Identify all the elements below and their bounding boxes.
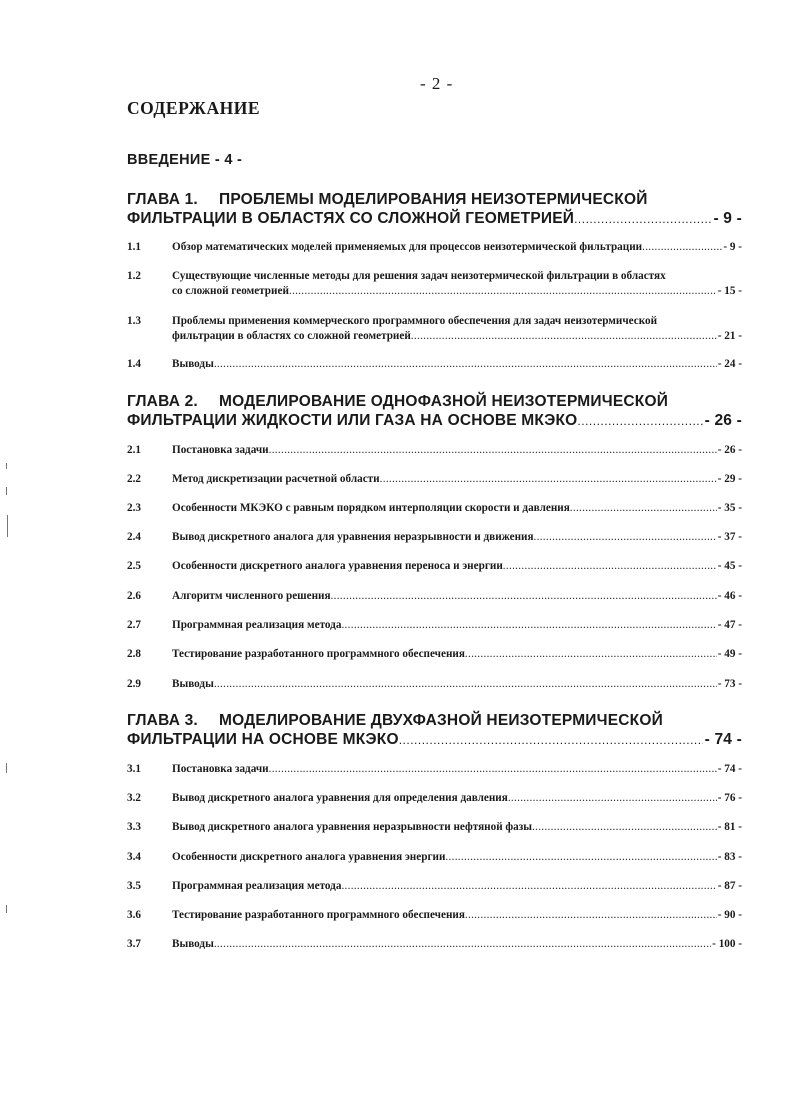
section-number: 2.2: [127, 473, 141, 485]
contents-title: СОДЕРЖАНИЕ: [127, 98, 261, 118]
chapter-title-line1: МОДЕЛИРОВАНИЕ ДВУХФАЗНОЙ НЕИЗОТЕРМИЧЕСКОЙ: [219, 712, 663, 729]
section-title: со сложной геометрией: [172, 285, 289, 297]
scan-mark: [7, 515, 8, 537]
section-title: Тестирование разработанного программного обеспечения: [172, 648, 465, 660]
dot-leader: [269, 762, 717, 777]
section-title: Вывод дискретного аналога уравнения неразрывности нефтяной фазы: [172, 821, 532, 833]
page-number: - 2 -: [420, 74, 454, 93]
section-number: 2.5: [127, 560, 141, 572]
section-title: Программная реализация метода: [172, 880, 342, 892]
toc-section-2-2: [127, 472, 742, 487]
chapter-number: ГЛАВА 2.: [127, 393, 198, 410]
dot-leader: [214, 937, 711, 952]
dot-leader: [642, 240, 722, 255]
section-title: Вывод дискретного аналога уравнения для определения давления: [172, 792, 508, 804]
section-page: - 35 -: [717, 502, 742, 514]
section-number: 2.4: [127, 531, 141, 543]
toc-section-1-4: [127, 357, 742, 372]
section-number: 1.2: [127, 270, 141, 282]
section-number: 2.9: [127, 678, 141, 690]
dot-leader: [574, 210, 711, 229]
section-number: 3.6: [127, 909, 141, 921]
dot-leader: [341, 879, 716, 894]
toc-section-3-5: [127, 879, 742, 894]
scan-mark: [6, 463, 7, 469]
dot-leader: [214, 357, 717, 372]
section-number: 3.4: [127, 851, 141, 863]
section-title: Выводы: [172, 678, 214, 690]
chapter-title-line2: ФИЛЬТРАЦИИ НА ОСНОВЕ МКЭКО: [127, 731, 399, 748]
dot-leader: [465, 647, 717, 662]
section-title: Обзор математических моделей применяемых для процессов неизотермической фильтрации: [172, 241, 643, 253]
toc-section-2-3: [127, 501, 742, 516]
dot-leader: [508, 791, 717, 806]
toc-section-3-6: [127, 908, 742, 923]
section-title: Вывод дискретного аналога для уравнения неразрывности и движения: [172, 531, 534, 543]
toc-section-3-4: [127, 850, 742, 865]
section-page: - 73 -: [717, 678, 742, 690]
toc-section-1-3: [127, 314, 742, 344]
section-page: - 83 -: [717, 851, 742, 863]
toc-section-2-6: [127, 589, 742, 604]
toc-section-2-1: [127, 443, 742, 458]
section-page: - 76 -: [717, 792, 742, 804]
chapter-title-line1: ПРОБЛЕМЫ МОДЕЛИРОВАНИЯ НЕИЗОТЕРМИЧЕСКОЙ: [219, 191, 648, 208]
toc-section-1-1: [127, 240, 742, 255]
toc-chapter-2: [127, 392, 742, 431]
section-page: - 24 -: [717, 358, 742, 370]
section-number: 2.1: [127, 444, 141, 456]
toc-section-2-4: [127, 530, 742, 545]
dot-leader: [411, 329, 717, 344]
section-number: 3.2: [127, 792, 141, 804]
section-title: Особенности МКЭКО с равным порядком интерполяции скорости и давления: [172, 502, 570, 514]
chapter-page: - 74 -: [704, 731, 742, 748]
dot-leader: [577, 412, 702, 431]
chapter-number: ГЛАВА 1.: [127, 191, 198, 208]
section-page: - 47 -: [717, 619, 742, 631]
dot-leader: [399, 731, 703, 750]
section-number: 1.1: [127, 241, 141, 253]
dot-leader: [214, 677, 717, 692]
toc-section-1-2: [127, 269, 742, 299]
section-title: Алгоритм численного решения: [172, 590, 331, 602]
dot-leader: [380, 472, 717, 487]
section-number: 2.7: [127, 619, 141, 631]
chapter-number: ГЛАВА 3.: [127, 712, 198, 729]
section-title: Метод дискретизации расчетной области: [172, 473, 380, 485]
section-page: - 90 -: [717, 909, 742, 921]
dot-leader: [532, 820, 717, 835]
section-page: - 74 -: [717, 763, 742, 775]
section-title-lead: Существующие численные методы для решения задач неизотермической фильтрации в областях: [172, 270, 666, 282]
dot-leader: [534, 530, 717, 545]
dot-leader: [465, 908, 717, 923]
section-page: - 9 -: [723, 241, 742, 253]
toc-section-2-5: [127, 559, 742, 574]
section-number: 3.3: [127, 821, 141, 833]
section-number: 3.5: [127, 880, 141, 892]
section-number: 1.3: [127, 315, 141, 327]
section-page: - 15 -: [717, 285, 742, 297]
section-page: - 29 -: [717, 473, 742, 485]
dot-leader: [503, 559, 717, 574]
section-number: 3.1: [127, 763, 141, 775]
section-title: Особенности дискретного аналога уравнения энергии: [172, 851, 446, 863]
scan-mark: [6, 763, 7, 773]
section-page: - 26 -: [717, 444, 742, 456]
section-page: - 46 -: [717, 590, 742, 602]
section-page: - 37 -: [717, 531, 742, 543]
toc-chapter-3: [127, 711, 742, 750]
toc-section-2-9: [127, 677, 742, 692]
scan-mark: [6, 487, 7, 495]
section-page: - 45 -: [717, 560, 742, 572]
toc-section-3-7: [127, 937, 742, 952]
section-number: 1.4: [127, 358, 141, 370]
section-number: 3.7: [127, 938, 141, 950]
section-number: 2.3: [127, 502, 141, 514]
toc-section-3-3: [127, 820, 742, 835]
toc-chapter-1: [127, 190, 742, 229]
section-page: - 49 -: [717, 648, 742, 660]
section-title: Выводы: [172, 938, 214, 950]
section-number: 2.8: [127, 648, 141, 660]
dot-leader: [445, 850, 716, 865]
section-page: - 81 -: [717, 821, 742, 833]
toc-section-2-8: [127, 647, 742, 662]
dot-leader: [331, 589, 717, 604]
section-title: Выводы: [172, 358, 214, 370]
section-title: Тестирование разработанного программного обеспечения: [172, 909, 465, 921]
section-page: - 87 -: [717, 880, 742, 892]
chapter-page: - 26 -: [704, 412, 742, 429]
section-title: Постановка задачи: [172, 444, 269, 456]
section-page: - 100 -: [712, 938, 742, 950]
toc-introduction: ВВЕДЕНИЕ - 4 -: [127, 152, 243, 168]
chapter-title-line2: ФИЛЬТРАЦИИ В ОБЛАСТЯХ СО СЛОЖНОЙ ГЕОМЕТРИЕЙ: [127, 210, 575, 227]
toc-section-3-1: [127, 762, 742, 777]
toc-section-2-7: [127, 618, 742, 633]
dot-leader: [269, 443, 717, 458]
dot-leader: [341, 618, 716, 633]
dot-leader: [570, 501, 717, 516]
scan-mark: [6, 905, 7, 913]
section-title-lead: Проблемы применения коммерческого программного обеспечения для задач неизотермической: [172, 315, 658, 327]
section-title: фильтрации в областях со сложной геометрией: [172, 330, 411, 342]
section-page: - 21 -: [717, 330, 742, 342]
section-title: Программная реализация метода: [172, 619, 342, 631]
dot-leader: [289, 284, 717, 299]
section-number: 2.6: [127, 590, 141, 602]
toc-section-3-2: [127, 791, 742, 806]
chapter-page: - 9 -: [713, 210, 742, 227]
chapter-title-line2: ФИЛЬТРАЦИИ ЖИДКОСТИ ИЛИ ГАЗА НА ОСНОВЕ МКЭКО: [127, 412, 578, 429]
section-title: Особенности дискретного аналога уравнения переноса и энергии: [172, 560, 503, 572]
chapter-title-line1: МОДЕЛИРОВАНИЕ ОДНОФАЗНОЙ НЕИЗОТЕРМИЧЕСКОЙ: [219, 393, 669, 410]
section-title: Постановка задачи: [172, 763, 269, 775]
